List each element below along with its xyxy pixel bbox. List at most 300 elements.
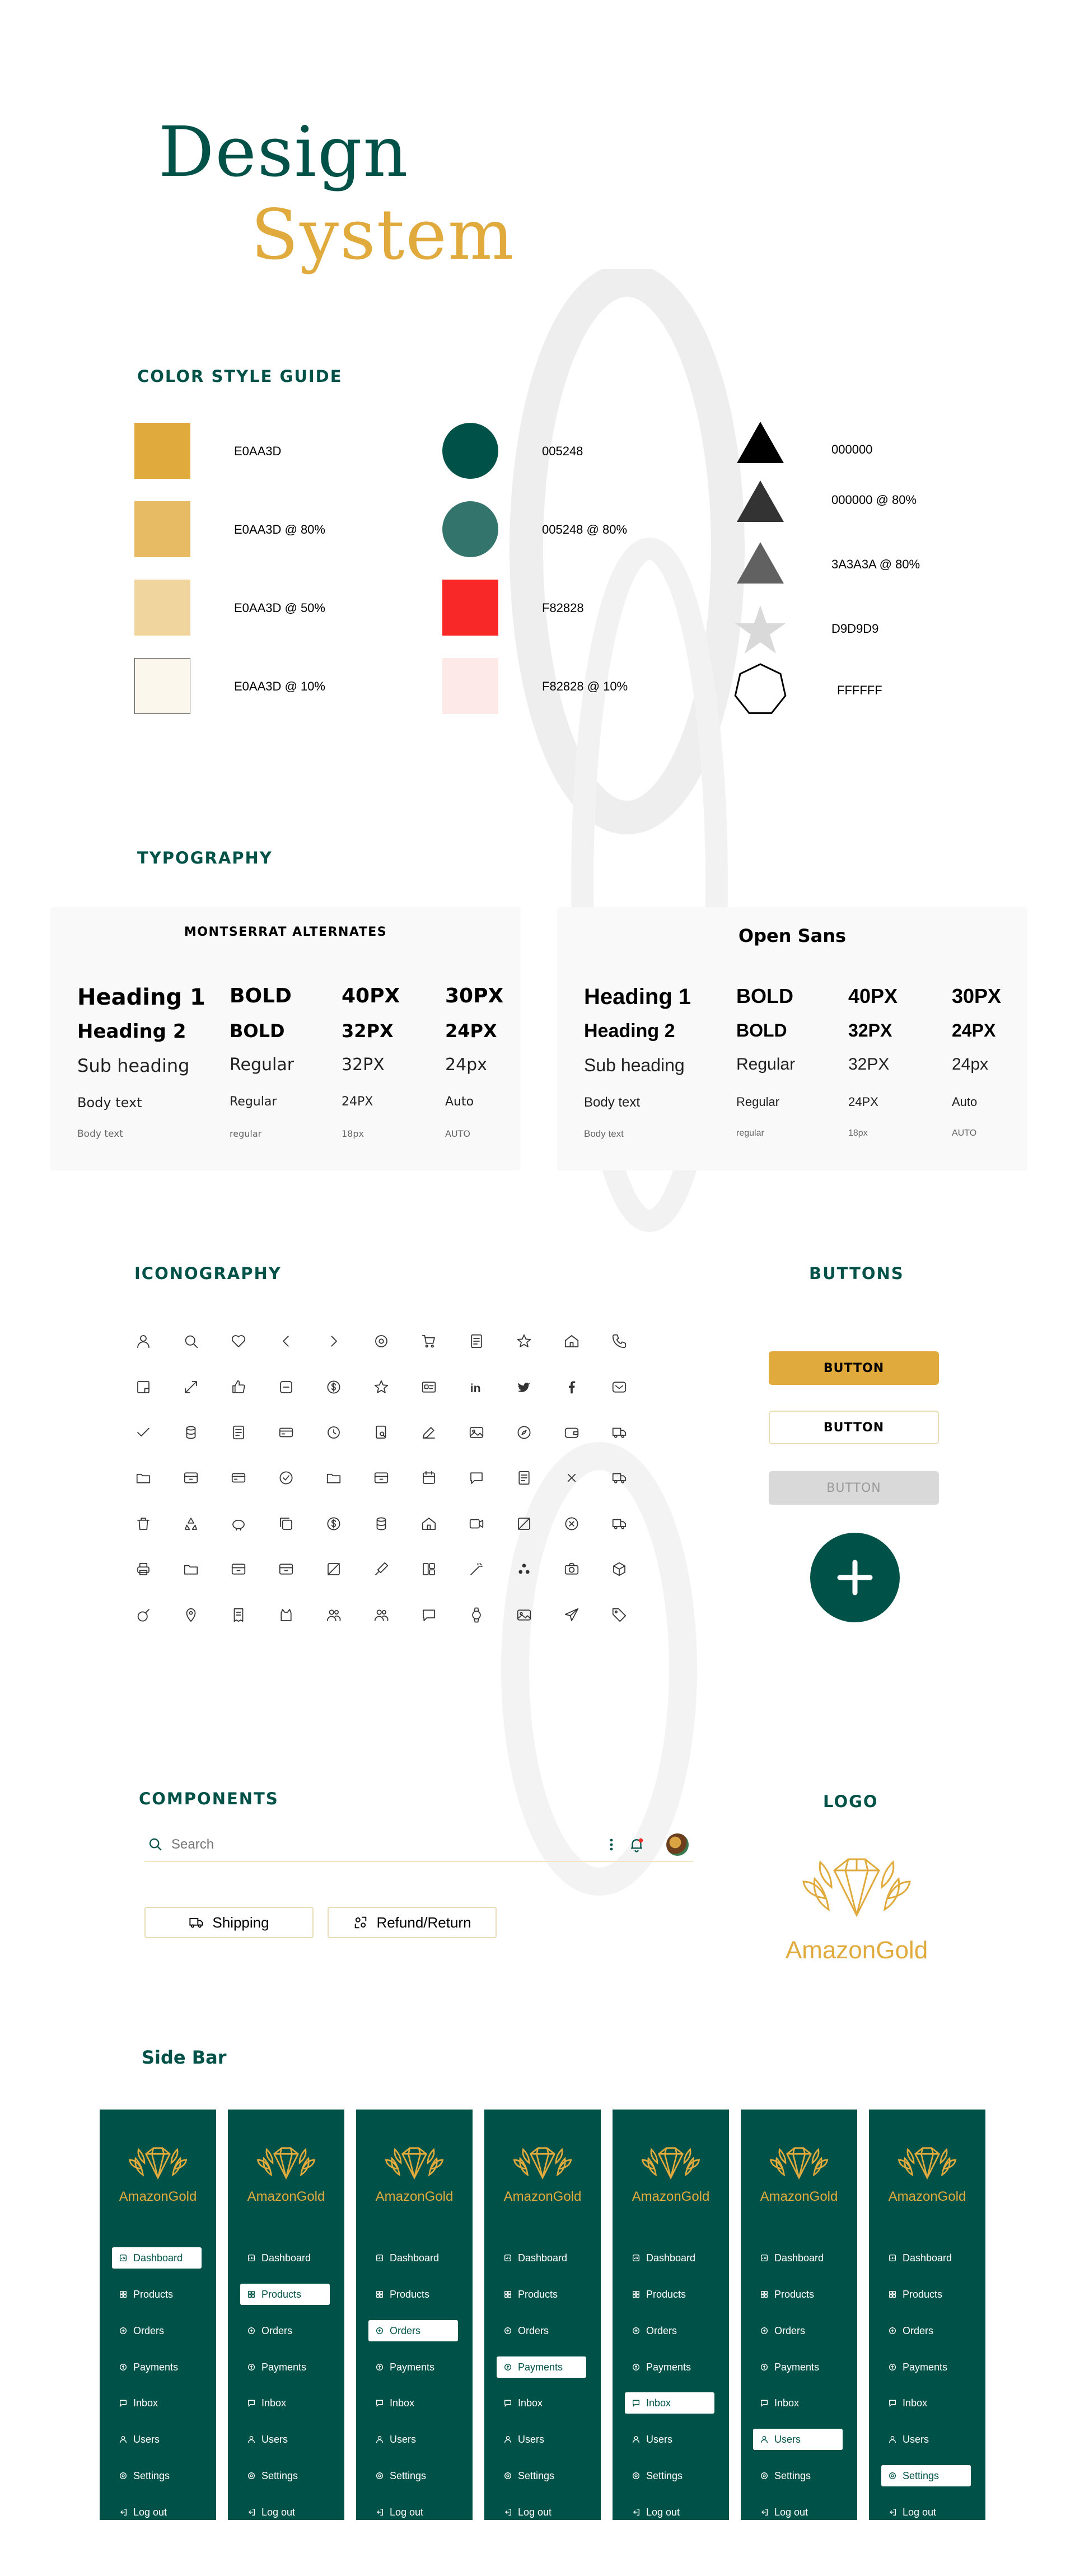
type-right-r1-c3: 24PX — [952, 1020, 996, 1040]
sidebar-item-payments[interactable] — [240, 2356, 330, 2378]
coin-stack-icon[interactable] — [370, 1513, 392, 1535]
sidebar-item-log-out[interactable] — [881, 2502, 971, 2523]
inbox-icon — [760, 2398, 769, 2407]
dashboard-icon — [119, 2253, 128, 2262]
sidebar-item-label: Dashboard — [133, 2252, 183, 2264]
sidebar-item-label: Payments — [133, 2361, 179, 2373]
sidebar-item-label: Orders — [646, 2325, 677, 2336]
card-icon[interactable] — [275, 1421, 297, 1444]
send-icon[interactable] — [560, 1604, 583, 1626]
color-swatch-greenred-1 — [442, 501, 498, 557]
tag-icon[interactable] — [608, 1604, 630, 1626]
sidebar-item-products[interactable] — [368, 2284, 458, 2305]
pin-icon[interactable] — [180, 1604, 202, 1626]
sidebar-item-settings[interactable] — [881, 2465, 971, 2486]
sidebar-item-inbox[interactable] — [881, 2392, 971, 2414]
sidebar-variant-0 — [100, 2110, 216, 2520]
sidebar-logo — [869, 2142, 985, 2190]
settings-icon — [503, 2471, 512, 2480]
sidebar-item-label: Products — [774, 2288, 815, 2300]
settings-icon — [119, 2471, 128, 2480]
sidebar-item-orders[interactable] — [240, 2320, 330, 2341]
color-shape-neutral-3 — [732, 602, 788, 658]
type-right-r1-c0: Heading 2 — [584, 1020, 675, 1042]
sidebar-item-orders[interactable] — [625, 2320, 714, 2341]
sidebar-variant-6 — [869, 2110, 985, 2520]
typography-font-name-left: MONTSERRAT ALTERNATES — [184, 925, 387, 939]
syringe-icon[interactable] — [370, 1558, 392, 1580]
logout-icon — [119, 2508, 128, 2517]
user-icon — [375, 2435, 384, 2444]
sticky-note-icon[interactable] — [132, 1376, 155, 1398]
sidebar-item-label: Log out — [646, 2506, 680, 2518]
sidebar-item-users[interactable] — [112, 2429, 202, 2450]
dots-icon[interactable] — [513, 1558, 535, 1580]
color-label-neutral-1: 000000 @ 80% — [831, 493, 917, 507]
magic-wand-icon[interactable] — [465, 1558, 488, 1580]
image-icon[interactable] — [465, 1421, 488, 1444]
page-icon[interactable] — [513, 1467, 535, 1489]
group-icon[interactable] — [322, 1604, 345, 1626]
sidebar-item-label: Inbox — [133, 2397, 158, 2409]
sidebar-item-label: Orders — [518, 2325, 549, 2336]
sidebar-item-log-out[interactable] — [368, 2502, 458, 2523]
refund-chip-label: Refund/Return — [376, 1914, 471, 1931]
receipt-icon[interactable] — [227, 1604, 250, 1626]
file-search-icon[interactable] — [370, 1421, 392, 1444]
sidebar-item-dashboard[interactable] — [753, 2247, 843, 2269]
sidebar-item-label: Products — [390, 2288, 430, 2300]
more-vertical-icon[interactable] — [608, 1837, 615, 1852]
type-left-r1-c1: BOLD — [230, 1020, 285, 1042]
sidebar-item-label: Inbox — [774, 2397, 800, 2409]
piggy-bank-icon[interactable] — [227, 1513, 250, 1535]
sidebar-item-label: Payments — [390, 2361, 435, 2373]
sidebar-logo-mark — [894, 2142, 961, 2187]
sidebar-item-label: Settings — [390, 2470, 427, 2481]
plus-icon — [835, 1558, 875, 1597]
sidebar-brand: AmazonGold — [888, 2189, 966, 2204]
copy-icon[interactable] — [275, 1513, 297, 1535]
id-card-icon[interactable] — [418, 1376, 440, 1398]
type-left-r4-c2: 18px — [342, 1128, 364, 1139]
sidebar-item-users[interactable] — [625, 2429, 714, 2450]
sidebar-item-users[interactable] — [368, 2429, 458, 2450]
sidebar-variant-4 — [613, 2110, 729, 2520]
sidebar-item-label: Log out — [261, 2506, 296, 2518]
sidebar-item-users[interactable] — [881, 2429, 971, 2450]
settings-icon — [760, 2471, 769, 2480]
box-icon[interactable] — [370, 1467, 392, 1489]
notification-bell-icon[interactable] — [628, 1836, 645, 1853]
primary-button[interactable]: BUTTON — [769, 1351, 939, 1385]
logo-brand-name: AmazonGold — [785, 1936, 928, 1964]
orders-icon — [503, 2326, 512, 2335]
sidebar-variant-2 — [356, 2110, 473, 2520]
grid-icon — [760, 2290, 769, 2299]
truck-icon[interactable] — [608, 1421, 630, 1444]
disabled-button: BUTTON — [769, 1471, 939, 1505]
delivery-icon[interactable] — [608, 1467, 630, 1489]
logo-heading: LOGO — [823, 1792, 878, 1811]
payments-icon — [375, 2363, 384, 2372]
grid-icon — [375, 2290, 384, 2299]
chevron-left-icon[interactable] — [275, 1330, 297, 1352]
type-right-r4-c3: AUTO — [952, 1128, 977, 1138]
sidebar-item-label: Products — [903, 2288, 943, 2300]
sidebar-logo — [484, 2142, 601, 2190]
bomb-icon[interactable] — [132, 1604, 155, 1626]
type-right-r4-c0: Body text — [584, 1128, 624, 1139]
sidebar-item-orders[interactable] — [497, 2320, 586, 2341]
search-bar[interactable] — [144, 1828, 693, 1862]
outline-button[interactable]: BUTTON — [769, 1411, 939, 1444]
archive-icon[interactable] — [180, 1467, 202, 1489]
type-left-r2-c0: Sub heading — [77, 1055, 190, 1076]
sidebar-item-label: Payments — [774, 2361, 820, 2373]
sidebar-item-log-out[interactable] — [112, 2502, 202, 2523]
sidebar-item-label: Settings — [646, 2470, 683, 2481]
dashboard-icon — [888, 2253, 897, 2262]
calendar-icon[interactable] — [418, 1467, 440, 1489]
inbox-icon — [503, 2398, 512, 2407]
orders-icon — [247, 2326, 256, 2335]
facebook-icon[interactable] — [560, 1376, 583, 1398]
sidebar-item-log-out[interactable] — [240, 2502, 330, 2523]
sidebar-item-log-out[interactable] — [753, 2502, 843, 2523]
sidebar-item-dashboard[interactable] — [625, 2247, 714, 2269]
sidebar-logo-mark — [381, 2142, 448, 2187]
color-shape-neutral-2 — [732, 538, 788, 594]
search-icon[interactable] — [180, 1330, 202, 1352]
pencil-icon[interactable] — [418, 1421, 440, 1444]
type-right-r0-c0: Heading 1 — [584, 984, 691, 1009]
sidebar-item-settings[interactable] — [368, 2465, 458, 2486]
logout-icon — [888, 2508, 897, 2517]
type-left-r2-c2: 32PX — [342, 1055, 385, 1075]
color-label-greenred-0: 005248 — [542, 444, 583, 458]
inbox-icon — [119, 2398, 128, 2407]
type-right-r2-c0: Sub heading — [584, 1055, 685, 1075]
dashboard-icon — [503, 2253, 512, 2262]
cart-icon[interactable] — [418, 1330, 440, 1352]
inbox-icon — [888, 2398, 897, 2407]
svg-text:in: in — [470, 1381, 481, 1395]
sidebar-item-dashboard[interactable] — [497, 2247, 586, 2269]
sidebar-item-label: Inbox — [646, 2397, 671, 2409]
orders-icon — [760, 2326, 769, 2335]
sidebar-item-settings[interactable] — [625, 2465, 714, 2486]
sidebar-item-orders[interactable] — [753, 2320, 843, 2341]
type-left-r0-c3: 30PX — [445, 984, 504, 1007]
sidebar-logo — [228, 2142, 344, 2190]
color-label-greenred-2: F82828 — [542, 601, 584, 615]
type-right-r2-c1: Regular — [736, 1055, 796, 1074]
type-left-r4-c1: regular — [230, 1128, 262, 1139]
type-left-r1-c2: 32PX — [342, 1020, 394, 1042]
dashboard-icon — [760, 2253, 769, 2262]
color-swatch-gold-3 — [134, 658, 190, 714]
color-label-greenred-3: F82828 @ 10% — [542, 679, 628, 693]
sidebar-item-orders[interactable] — [881, 2320, 971, 2341]
sidebar-item-settings[interactable] — [240, 2465, 330, 2486]
color-label-gold-2: E0AA3D @ 50% — [234, 601, 325, 615]
type-left-r4-c3: AUTO — [445, 1128, 471, 1139]
shipping-chip[interactable] — [144, 1907, 314, 1938]
sidebar-item-label: Users — [261, 2433, 288, 2445]
folder-plus-icon[interactable] — [180, 1558, 202, 1580]
note-icon[interactable] — [465, 1330, 488, 1352]
sidebar-item-label: Users — [390, 2433, 417, 2445]
sidebar-item-label: Settings — [518, 2470, 555, 2481]
sidebar-logo-mark — [124, 2142, 191, 2187]
settings-icon — [888, 2471, 897, 2480]
close-icon[interactable] — [560, 1467, 583, 1489]
credit-card-icon[interactable] — [227, 1467, 250, 1489]
sidebar-item-products[interactable] — [497, 2284, 586, 2305]
twitter-icon[interactable] — [513, 1376, 535, 1398]
chevron-right-icon[interactable] — [322, 1330, 345, 1352]
inbox-icon — [247, 2398, 256, 2407]
sidebar-item-label: Log out — [390, 2506, 424, 2518]
type-right-r0-c2: 40PX — [848, 984, 898, 1007]
archive-check-icon[interactable] — [275, 1558, 297, 1580]
shipping-chip-label: Shipping — [212, 1914, 269, 1931]
type-left-r0-c0: Heading 1 — [77, 984, 205, 1010]
sidebar-item-label: Dashboard — [774, 2252, 824, 2264]
sidebar-logo-mark — [509, 2142, 576, 2187]
user-icon — [888, 2435, 897, 2444]
slash-box-icon[interactable] — [322, 1558, 345, 1580]
color-label-neutral-4: FFFFFF — [837, 683, 882, 697]
watch-icon[interactable] — [465, 1604, 488, 1626]
sidebar-item-inbox[interactable] — [240, 2392, 330, 2414]
color-label-neutral-2: 3A3A3A @ 80% — [831, 557, 920, 571]
wallet-icon[interactable] — [560, 1421, 583, 1444]
gallery-icon[interactable] — [513, 1604, 535, 1626]
grid-icon — [632, 2290, 641, 2299]
video-icon[interactable] — [465, 1513, 488, 1535]
check-icon[interactable] — [132, 1421, 155, 1444]
sidebar-item-users[interactable] — [497, 2429, 586, 2450]
star-icon[interactable] — [513, 1330, 535, 1352]
sidebar-item-settings[interactable] — [112, 2465, 202, 2486]
refund-icon — [353, 1915, 368, 1930]
sidebar-brand: AmazonGold — [119, 2189, 197, 2204]
sidebar-item-label: Orders — [261, 2325, 293, 2336]
sidebar-heading: Side Bar — [142, 2047, 227, 2068]
users-icon[interactable] — [370, 1604, 392, 1626]
type-right-r0-c3: 30PX — [952, 984, 1002, 1007]
sidebar-item-label: Users — [774, 2433, 801, 2445]
sidebar-item-dashboard[interactable] — [240, 2247, 330, 2269]
minus-box-icon[interactable] — [275, 1376, 297, 1398]
logout-icon — [375, 2508, 384, 2517]
layout-icon[interactable] — [418, 1558, 440, 1580]
thumbs-up-icon[interactable] — [227, 1376, 250, 1398]
color-swatch-greenred-2 — [442, 580, 498, 636]
sidebar-variant-3 — [484, 2110, 601, 2520]
type-right-r4-c2: 18px — [848, 1128, 868, 1138]
sidebar-item-users[interactable] — [753, 2429, 843, 2450]
sidebar-item-label: Payments — [646, 2361, 691, 2373]
database-icon[interactable] — [180, 1421, 202, 1444]
sidebar-brand: AmazonGold — [247, 2189, 325, 2204]
sidebar-item-payments[interactable] — [753, 2356, 843, 2378]
sidebar-item-payments[interactable] — [112, 2356, 202, 2378]
page-title-system: System — [251, 195, 515, 276]
type-right-r2-c3: 24px — [952, 1055, 989, 1074]
sidebar-item-products[interactable] — [881, 2284, 971, 2305]
type-right-r4-c1: regular — [736, 1128, 764, 1138]
sidebar-item-products[interactable] — [753, 2284, 843, 2305]
logout-icon — [760, 2508, 769, 2517]
settings-icon[interactable] — [370, 1330, 392, 1352]
dollar-icon[interactable] — [322, 1376, 345, 1398]
sidebar-item-inbox[interactable] — [497, 2392, 586, 2414]
cancel-circle-icon[interactable] — [560, 1513, 583, 1535]
payments-icon — [119, 2363, 128, 2372]
sidebar-variant-5 — [741, 2110, 857, 2520]
sidebar-item-settings[interactable] — [753, 2465, 843, 2486]
sidebar-item-label: Dashboard — [518, 2252, 568, 2264]
orders-icon — [632, 2326, 641, 2335]
chat-icon[interactable] — [465, 1467, 488, 1489]
sidebar-item-dashboard[interactable] — [881, 2247, 971, 2269]
inbox-icon[interactable] — [227, 1558, 250, 1580]
sidebar-item-dashboard[interactable] — [368, 2247, 458, 2269]
heart-icon[interactable] — [227, 1330, 250, 1352]
sidebar-item-label: Settings — [903, 2470, 940, 2481]
sidebar-brand: AmazonGold — [632, 2189, 710, 2204]
user-icon — [632, 2435, 641, 2444]
inbox-icon — [375, 2398, 384, 2407]
check-circle-icon[interactable] — [275, 1467, 297, 1489]
sidebar-logo — [741, 2142, 857, 2190]
phone-icon[interactable] — [608, 1330, 630, 1352]
sidebar-item-label: Orders — [133, 2325, 165, 2336]
sidebar-item-label: Payments — [903, 2361, 948, 2373]
sidebar-item-label: Log out — [903, 2506, 937, 2518]
sidebar-item-label: Inbox — [518, 2397, 543, 2409]
sidebar-item-log-out[interactable] — [625, 2502, 714, 2523]
sidebar-item-label: Users — [646, 2433, 673, 2445]
printer-icon[interactable] — [132, 1558, 155, 1580]
sidebar-item-label: Settings — [261, 2470, 298, 2481]
type-right-r2-c2: 32PX — [848, 1055, 890, 1074]
cat-icon[interactable] — [275, 1604, 297, 1626]
type-left-r0-c2: 40PX — [342, 984, 400, 1007]
sidebar-item-settings[interactable] — [497, 2465, 586, 2486]
recycle-icon[interactable] — [180, 1513, 202, 1535]
sidebar-item-products[interactable] — [240, 2284, 330, 2305]
sidebar-logo — [613, 2142, 729, 2190]
cube-icon[interactable] — [608, 1558, 630, 1580]
coin-icon[interactable] — [322, 1513, 345, 1535]
search-input[interactable] — [171, 1837, 597, 1852]
amazongold-logo-mark — [795, 1848, 918, 1932]
expand-icon[interactable] — [180, 1376, 202, 1398]
color-label-gold-1: E0AA3D @ 80% — [234, 522, 325, 536]
sidebar-item-products[interactable] — [112, 2284, 202, 2305]
sidebar-item-users[interactable] — [240, 2429, 330, 2450]
house-money-icon[interactable] — [418, 1513, 440, 1535]
sidebar-item-orders[interactable] — [368, 2320, 458, 2341]
sidebar-item-payments[interactable] — [368, 2356, 458, 2378]
search-icon — [148, 1837, 163, 1852]
folder-share-icon[interactable] — [132, 1467, 155, 1489]
sidebar-item-label: Products — [261, 2288, 302, 2300]
color-label-neutral-3: D9D9D9 — [831, 622, 879, 636]
sidebar-item-label: Inbox — [261, 2397, 287, 2409]
sidebar-item-payments[interactable] — [625, 2356, 714, 2378]
shipping-box-icon[interactable] — [608, 1513, 630, 1535]
grid-icon — [503, 2290, 512, 2299]
logout-icon — [247, 2508, 256, 2517]
avatar[interactable] — [666, 1833, 689, 1856]
sidebar-item-inbox[interactable] — [625, 2392, 714, 2414]
sidebar-item-payments[interactable] — [881, 2356, 971, 2378]
no-image-icon[interactable] — [513, 1513, 535, 1535]
typography-heading: TYPOGRAPHY — [137, 848, 273, 867]
color-swatch-greenred-3 — [442, 658, 498, 714]
sidebar-item-label: Users — [133, 2433, 160, 2445]
payments-icon — [247, 2363, 256, 2372]
home-icon[interactable] — [560, 1330, 583, 1352]
sidebar-item-label: Payments — [518, 2361, 563, 2373]
star-outline-icon[interactable] — [370, 1376, 392, 1398]
sidebar-item-label: Log out — [518, 2506, 552, 2518]
color-shape-neutral-4 — [732, 661, 788, 717]
sidebar-item-log-out[interactable] — [497, 2502, 586, 2523]
refund-chip[interactable] — [328, 1907, 497, 1938]
type-right-r3-c0: Body text — [584, 1095, 641, 1110]
payments-icon — [503, 2363, 512, 2372]
sidebar-item-inbox[interactable] — [112, 2392, 202, 2414]
sidebar-item-inbox[interactable] — [368, 2392, 458, 2414]
sidebar-item-products[interactable] — [625, 2284, 714, 2305]
mail-icon[interactable] — [608, 1376, 630, 1398]
color-label-gold-3: E0AA3D @ 10% — [234, 679, 325, 693]
sidebar-item-inbox[interactable] — [753, 2392, 843, 2414]
type-left-r2-c3: 24px — [445, 1055, 487, 1075]
user-icon[interactable] — [132, 1330, 155, 1352]
camera-icon[interactable] — [560, 1558, 583, 1580]
settings-icon — [375, 2471, 384, 2480]
chat-bubbles-icon[interactable] — [418, 1604, 440, 1626]
folder-icon[interactable] — [322, 1467, 345, 1489]
trash-icon[interactable] — [132, 1513, 155, 1535]
sidebar-item-label: Orders — [903, 2325, 934, 2336]
linkedin-icon[interactable] — [465, 1376, 488, 1398]
type-left-r3-c1: Regular — [230, 1095, 277, 1109]
add-fab-button[interactable] — [810, 1533, 900, 1622]
sidebar-item-dashboard[interactable] — [112, 2247, 202, 2269]
sidebar-item-label: Orders — [390, 2325, 421, 2336]
sidebar-item-payments[interactable] — [497, 2356, 586, 2378]
buttons-heading: BUTTONS — [809, 1264, 904, 1283]
clock-badge-icon[interactable] — [322, 1421, 345, 1444]
document-icon[interactable] — [227, 1421, 250, 1444]
sidebar-item-orders[interactable] — [112, 2320, 202, 2341]
user-icon — [119, 2435, 128, 2444]
compass-icon[interactable] — [513, 1421, 535, 1444]
grid-icon — [888, 2290, 897, 2299]
orders-icon — [119, 2326, 128, 2335]
orders-icon — [888, 2326, 897, 2335]
user-icon — [760, 2435, 769, 2444]
sidebar-logo-mark — [637, 2142, 704, 2187]
